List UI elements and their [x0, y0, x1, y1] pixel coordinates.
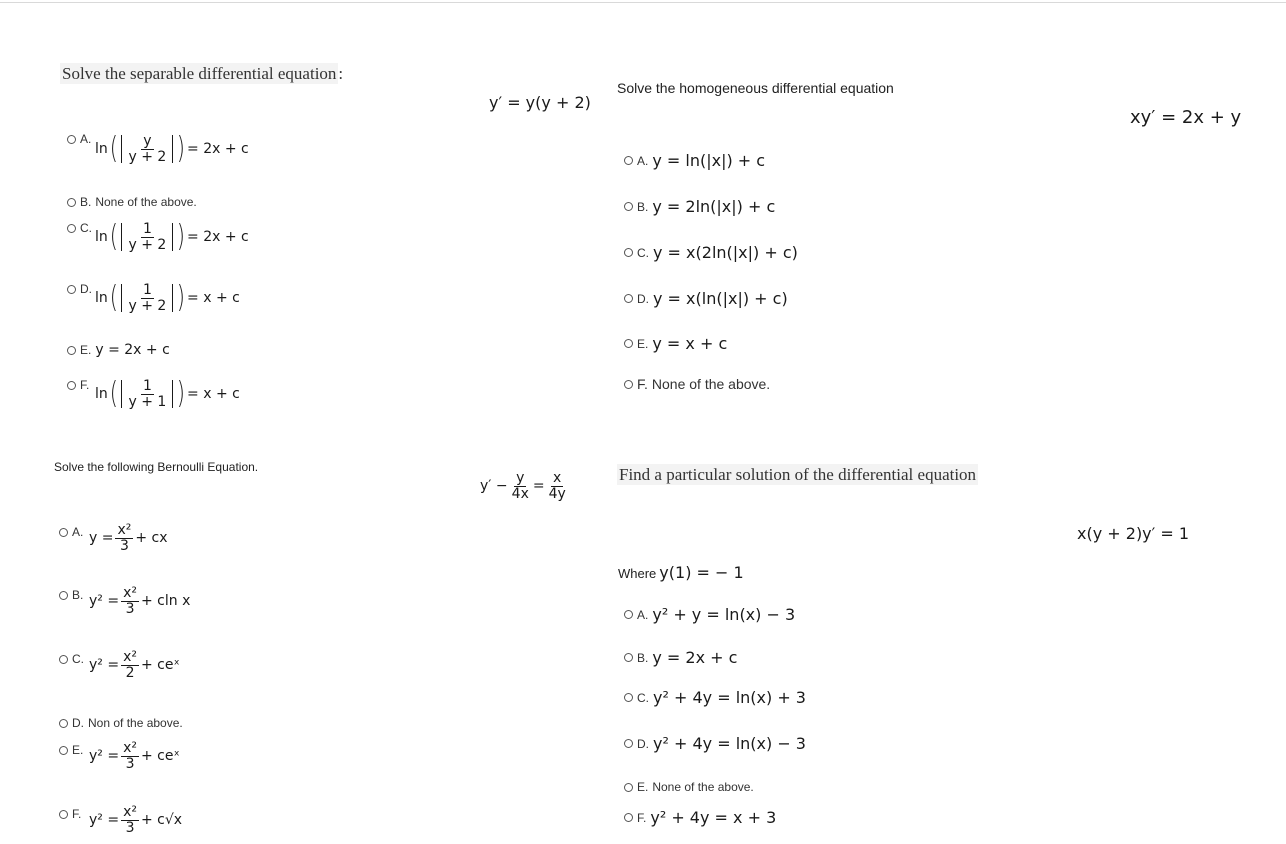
option-expr: y = 2x + c	[95, 342, 170, 358]
option-letter: E.	[637, 336, 649, 351]
denominator: y + 2	[128, 236, 167, 253]
option-letter: F.	[637, 376, 648, 392]
rhs: = 2x + c	[187, 229, 249, 246]
paren: (	[109, 280, 118, 316]
option-letter: E.	[72, 743, 84, 757]
denominator: 4x	[511, 485, 529, 502]
option-text: None of the above.	[652, 780, 754, 794]
q4-option-d[interactable]	[624, 734, 806, 753]
denominator: y + 2	[128, 297, 167, 314]
fraction	[121, 805, 139, 835]
abs-bar	[121, 284, 122, 312]
option-letter: C.	[637, 690, 649, 705]
q1-option-c-expr	[95, 219, 249, 255]
ln-text: ln	[95, 386, 108, 403]
radio-button[interactable]	[624, 248, 633, 257]
option-letter: E.	[637, 780, 649, 794]
top-divider	[0, 2, 1286, 3]
q4-option-b[interactable]	[624, 648, 737, 667]
denominator: 3	[125, 755, 135, 772]
radio-button[interactable]	[624, 202, 633, 211]
fraction	[121, 650, 139, 680]
q4-option-a[interactable]	[624, 605, 795, 624]
lhs: y² =	[89, 657, 120, 674]
paren: (	[109, 376, 118, 412]
option-letter: B.	[72, 588, 84, 602]
fraction	[126, 222, 168, 252]
numerator: 1	[142, 282, 152, 298]
abs-bar	[121, 135, 122, 163]
fraction	[121, 741, 139, 771]
q4-option-e[interactable]	[624, 780, 754, 794]
paren: )	[177, 376, 186, 412]
radio-button[interactable]	[67, 198, 76, 207]
option-expr: y = x(ln(|x|) + c)	[653, 289, 788, 308]
option-letter: C.	[80, 221, 92, 235]
option-expr: y² + y = ln(x) − 3	[652, 605, 796, 624]
q2-option-d[interactable]	[624, 289, 788, 308]
numerator: y	[143, 133, 152, 149]
radio-button[interactable]	[624, 380, 633, 389]
paren: )	[177, 131, 186, 167]
option-expr: y = ln(|x|) + c	[652, 151, 766, 170]
radio-button[interactable]	[624, 783, 633, 792]
numerator: 1	[142, 221, 152, 237]
q3-option-b[interactable]	[59, 588, 87, 602]
option-letter: A.	[637, 153, 649, 168]
abs-bar	[172, 135, 173, 163]
option-letter: A.	[80, 132, 92, 146]
numerator: x²	[123, 740, 137, 756]
numerator: 1	[142, 378, 152, 394]
paren: (	[109, 131, 118, 167]
radio-button[interactable]	[67, 381, 76, 390]
option-letter: F.	[72, 807, 82, 821]
option-letter: A.	[72, 525, 84, 539]
q3-prompt: Solve the following Bernoulli Equation.	[54, 460, 259, 474]
q1-option-a[interactable]	[67, 132, 95, 146]
radio-button[interactable]	[59, 528, 68, 537]
radio-button[interactable]	[59, 719, 68, 728]
paren: )	[177, 280, 186, 316]
rhs: = 2x + c	[187, 141, 249, 158]
q2-option-f[interactable]	[624, 376, 770, 392]
q2-option-a[interactable]	[624, 151, 765, 170]
numerator: x	[553, 470, 562, 486]
rhs: + cx	[135, 530, 168, 547]
q3-option-b-expr	[89, 586, 190, 616]
fraction	[126, 283, 168, 313]
denominator: y + 1	[128, 393, 167, 410]
q4-prompt-text: Find a particular solution of the differential equation	[619, 465, 977, 484]
radio-button[interactable]	[59, 591, 68, 600]
option-expr: y² + 4y = ln(x) − 3	[653, 734, 806, 753]
q1-option-e[interactable]	[67, 342, 170, 358]
lhs: y² =	[89, 748, 120, 765]
option-letter: B.	[80, 195, 92, 209]
q4-prompt	[617, 465, 978, 485]
option-expr: y² + 4y = x + 3	[650, 808, 777, 827]
q4-option-f[interactable]	[624, 808, 776, 827]
option-letter: D.	[72, 716, 84, 730]
option-letter: A.	[637, 607, 649, 622]
lhs: y² =	[89, 812, 120, 829]
denominator: y + 2	[128, 148, 167, 165]
radio-button[interactable]	[624, 339, 633, 348]
numerator: x²	[117, 522, 132, 538]
numerator: x²	[123, 804, 137, 820]
option-letter: F.	[80, 378, 90, 392]
q3-option-d[interactable]	[59, 716, 183, 730]
option-text: None of the above.	[651, 376, 771, 392]
q3-option-a[interactable]	[59, 525, 87, 539]
q4-where	[618, 563, 744, 582]
where-expr: y(1) = − 1	[659, 563, 744, 582]
q1-option-b[interactable]	[67, 195, 197, 209]
q3-option-e[interactable]	[59, 743, 87, 757]
rhs: = x + c	[187, 386, 240, 403]
denominator: 3	[125, 600, 135, 617]
abs-bar	[121, 380, 122, 408]
radio-button[interactable]	[624, 294, 633, 303]
option-letter: C.	[637, 245, 649, 260]
q3-equation	[480, 471, 570, 501]
radio-button[interactable]	[67, 135, 76, 144]
lhs: y′ −	[480, 478, 508, 495]
radio-button[interactable]	[624, 653, 633, 662]
radio-button[interactable]	[59, 655, 68, 664]
paren: )	[177, 219, 186, 255]
radio-button[interactable]	[624, 813, 633, 822]
q1-option-f-expr	[95, 376, 240, 412]
lhs: y² =	[89, 593, 120, 610]
q3-option-f[interactable]	[59, 807, 85, 821]
q4-option-c[interactable]	[624, 688, 806, 707]
option-text: Non of the above.	[88, 716, 183, 730]
q1-option-a-expr	[95, 131, 249, 167]
q3-option-a-expr	[89, 523, 168, 553]
radio-button[interactable]	[67, 224, 76, 233]
q1-equation: y′ = y(y + 2)	[489, 93, 591, 112]
q1-prompt-text: Solve the separable differential equation	[62, 64, 337, 83]
radio-button[interactable]	[624, 693, 633, 702]
fraction	[547, 471, 568, 501]
rhs: + ceˣ	[140, 657, 180, 674]
abs-bar	[172, 284, 173, 312]
denominator: 2	[125, 664, 135, 681]
numerator: x²	[123, 585, 137, 601]
option-letter: B.	[637, 650, 649, 665]
fraction	[115, 523, 133, 553]
q1-prompt	[60, 64, 343, 84]
q2-equation: xy′ = 2x + y	[1130, 107, 1242, 128]
option-text: None of the above.	[95, 195, 197, 209]
option-letter: D.	[637, 291, 649, 306]
radio-button[interactable]	[67, 346, 76, 355]
rhs: + ceˣ	[140, 748, 180, 765]
option-expr: y² + 4y = ln(x) + 3	[653, 688, 806, 707]
q3-option-c[interactable]	[59, 652, 88, 666]
equals: =	[532, 478, 545, 495]
abs-bar	[121, 223, 122, 251]
denominator: 3	[119, 537, 129, 554]
abs-bar	[172, 223, 173, 251]
option-letter: C.	[72, 652, 84, 666]
option-letter: D.	[637, 736, 649, 751]
option-letter: F.	[637, 810, 647, 825]
q3-option-e-expr	[89, 741, 180, 771]
option-letter: E.	[80, 343, 92, 357]
q4-equation: x(y + 2)y′ = 1	[1077, 524, 1190, 543]
radio-button[interactable]	[59, 746, 68, 755]
q2-prompt: Solve the homogeneous differential equation	[617, 80, 894, 96]
q3-option-c-expr	[89, 650, 180, 680]
q2-option-b[interactable]	[624, 197, 775, 216]
radio-button[interactable]	[67, 285, 76, 294]
q1-option-f[interactable]	[67, 378, 93, 392]
paren: (	[109, 219, 118, 255]
fraction	[121, 586, 139, 616]
lhs: y =	[89, 530, 114, 547]
denominator: 4y	[548, 485, 566, 502]
rhs: + cln x	[140, 593, 191, 610]
q3-option-f-expr	[89, 805, 182, 835]
abs-bar	[172, 380, 173, 408]
q2-option-c[interactable]	[624, 243, 798, 262]
radio-button[interactable]	[59, 810, 68, 819]
rhs: = x + c	[187, 290, 240, 307]
fraction	[126, 134, 168, 164]
option-letter: D.	[80, 282, 92, 296]
radio-button[interactable]	[624, 610, 633, 619]
radio-button[interactable]	[624, 739, 633, 748]
radio-button[interactable]	[624, 156, 633, 165]
q1-option-c[interactable]	[67, 221, 96, 235]
option-letter: B.	[637, 199, 649, 214]
denominator: 3	[125, 819, 135, 836]
option-expr: y = x + c	[652, 334, 728, 353]
option-expr: y = 2ln(|x|) + c	[652, 197, 776, 216]
ln-text: ln	[95, 229, 108, 246]
where-label: Where	[618, 566, 657, 581]
q2-option-e[interactable]	[624, 334, 727, 353]
q1-option-d[interactable]	[67, 282, 96, 296]
numerator: y	[516, 470, 525, 486]
option-expr: y = 2x + c	[652, 648, 738, 667]
fraction	[126, 379, 168, 409]
ln-text: ln	[95, 141, 108, 158]
rhs: + c√x	[140, 812, 183, 829]
fraction	[510, 471, 531, 501]
option-expr: y = x(2ln(|x|) + c)	[653, 243, 798, 262]
q1-option-d-expr	[95, 280, 240, 316]
ln-text: ln	[95, 290, 108, 307]
q1-prompt-suffix: :	[338, 64, 344, 83]
numerator: x²	[123, 649, 137, 665]
